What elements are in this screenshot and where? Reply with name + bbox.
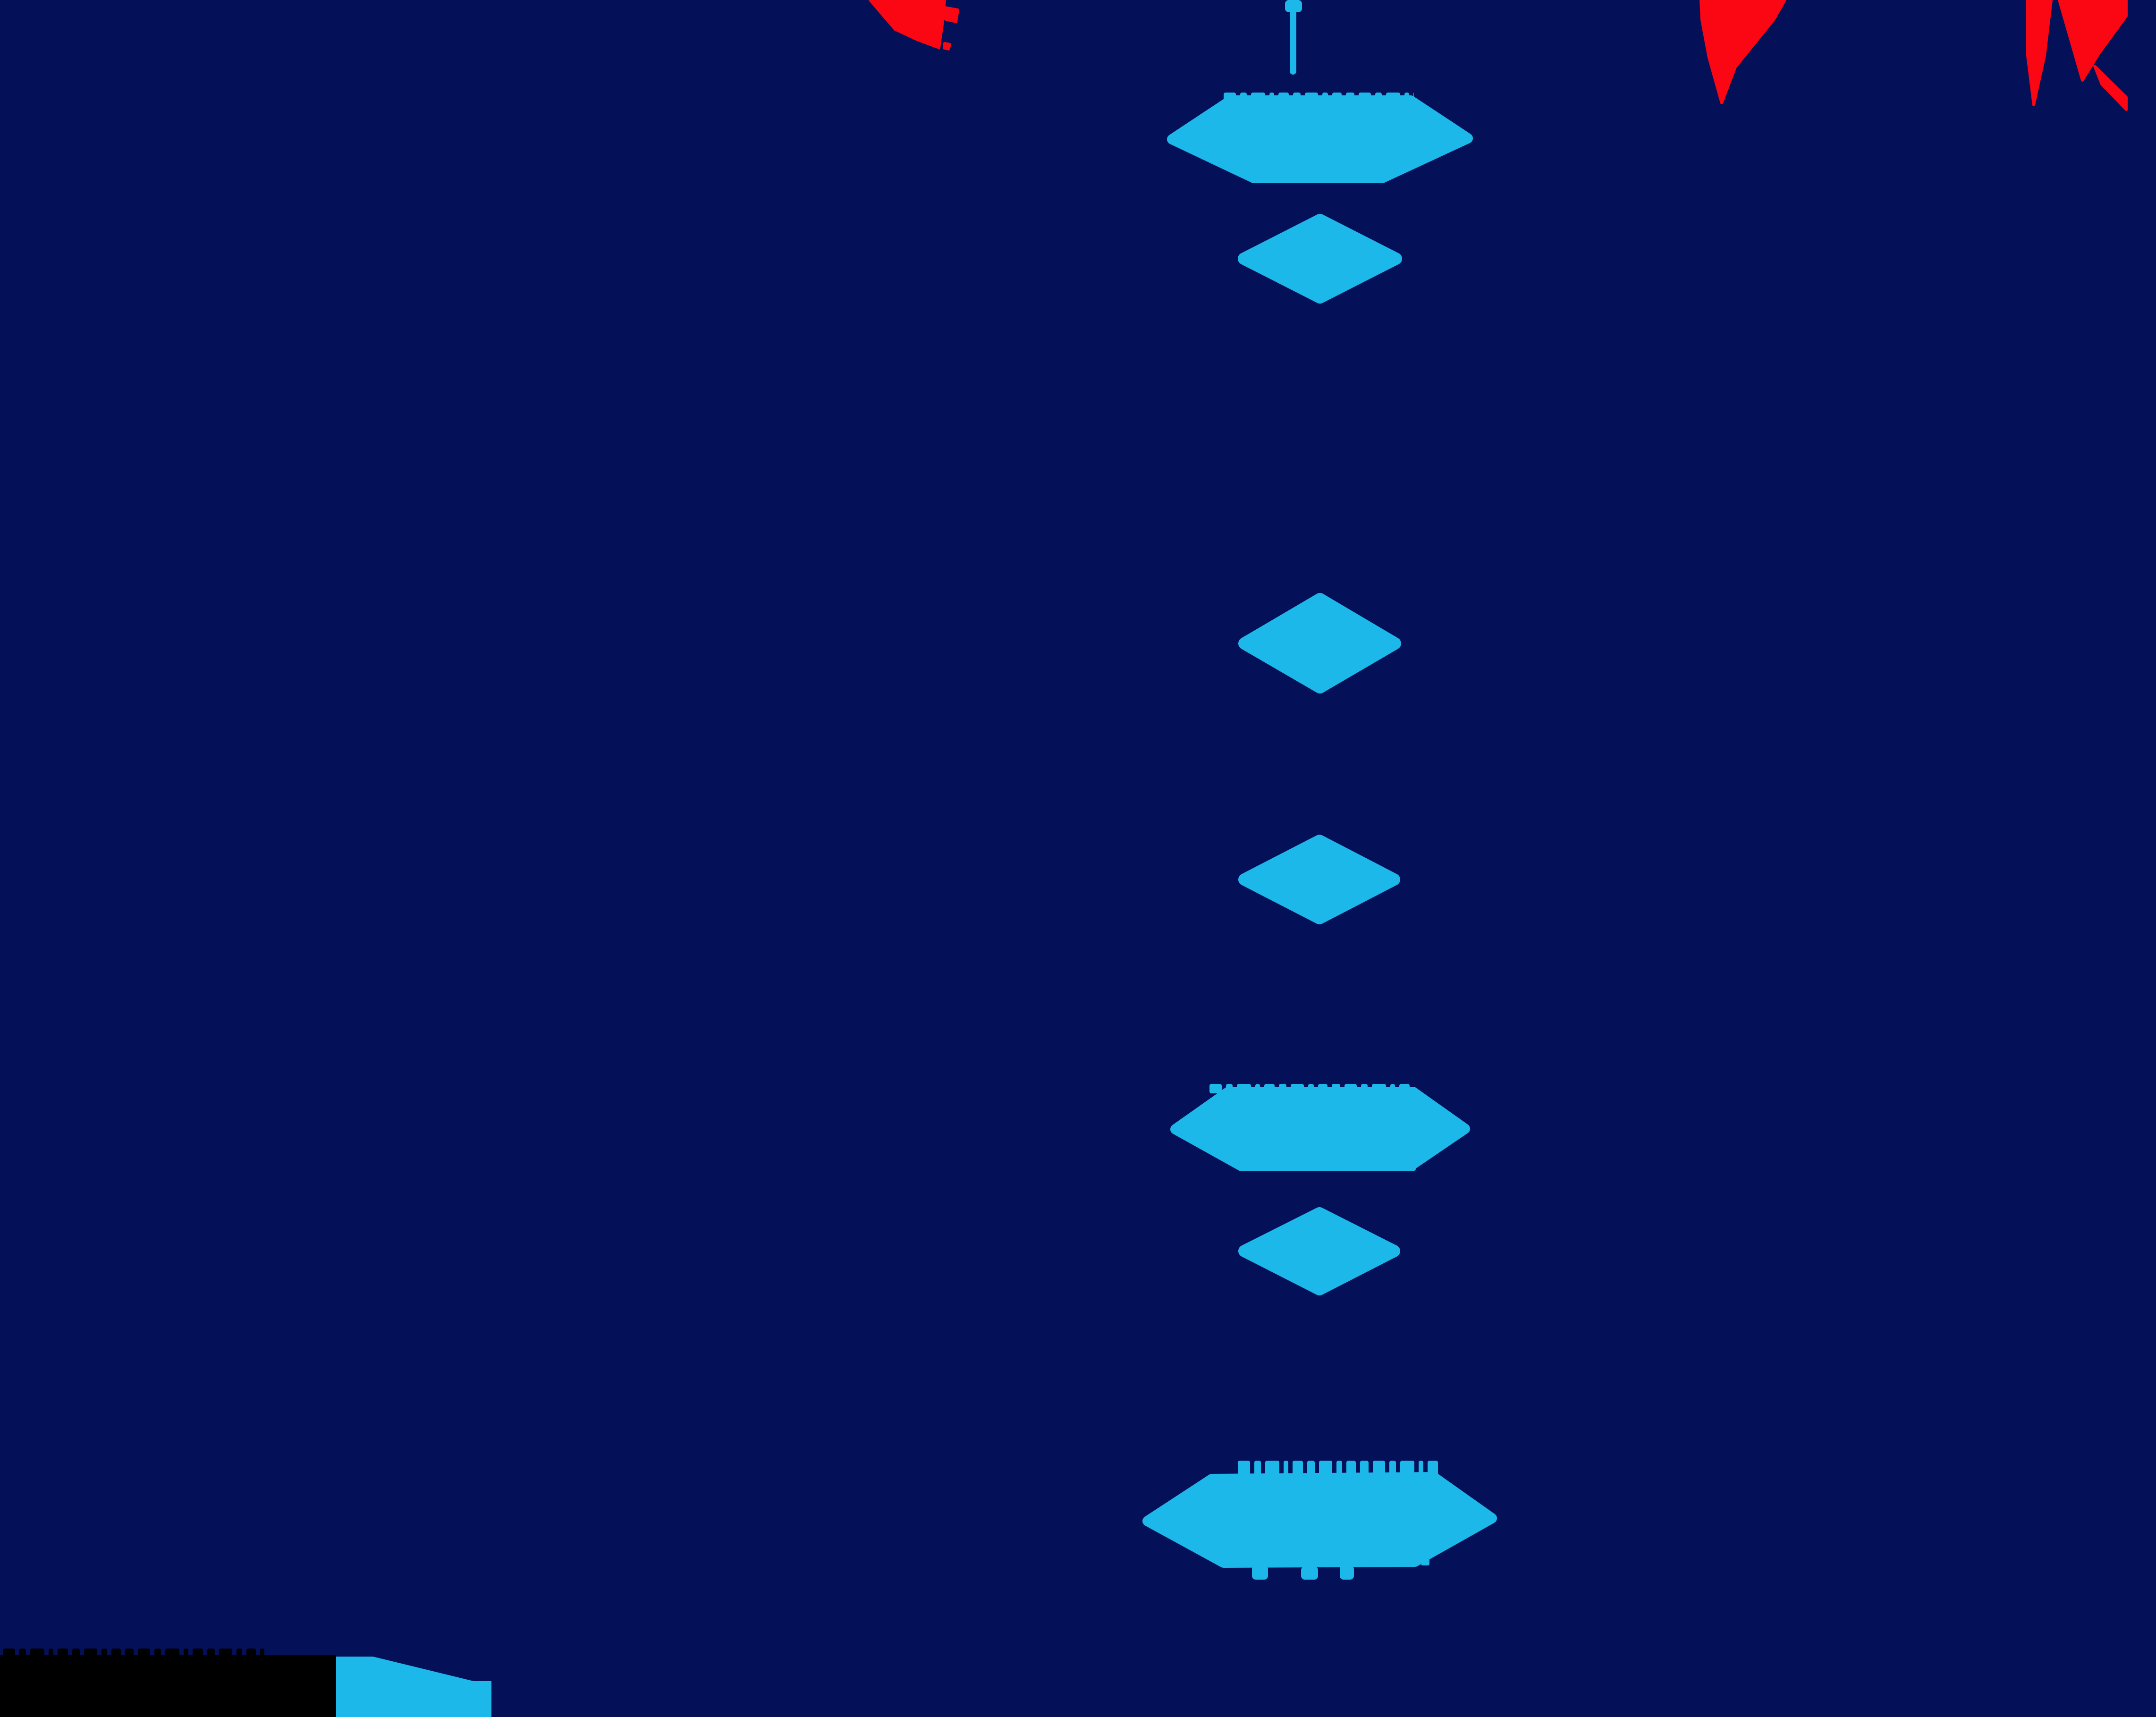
hexagon-2-top-text-bumps — [1399, 1084, 1410, 1093]
hexagon-1-bottom-text-bumps — [1321, 176, 1329, 183]
hexagon-3-top-text-bumps — [1373, 1461, 1385, 1480]
footer-arrow-shape — [336, 1657, 491, 1717]
hexagon-3-bottom-text-bumps — [1312, 1558, 1326, 1565]
hexagon-2-top-text-bumps — [1279, 1084, 1286, 1093]
hexagon-3-top-text-bumps — [1319, 1461, 1332, 1480]
hexagon-3-descender-bump-2 — [1301, 1566, 1318, 1580]
hexagon-2-top-text-bumps — [1344, 1084, 1357, 1093]
hexagon-3-descender-bump-1 — [1252, 1565, 1268, 1580]
footer-caption-text-bumps — [30, 1649, 44, 1656]
footer-caption-text-bumps — [219, 1649, 232, 1656]
hexagon-3-bottom-text-bumps — [1286, 1558, 1296, 1565]
hexagon-2-bottom-text-bumps — [1309, 1162, 1316, 1171]
footer-caption-text-bumps — [72, 1649, 80, 1656]
hexagon-1-bottom-text-bumps — [1298, 176, 1302, 183]
hexagon-1-top-text-bumps — [1240, 93, 1247, 102]
hexagon-2-bottom-text-bumps — [1267, 1162, 1281, 1171]
hexagon-2-top-text-bumps — [1372, 1084, 1386, 1093]
hexagon-2-bottom-text-bumps — [1391, 1162, 1397, 1171]
hexagon-3-top-text-bumps — [1360, 1461, 1369, 1480]
red-fragment-right-tail — [2095, 66, 2126, 110]
top-connector-stem — [1290, 4, 1296, 75]
hexagon-3-bottom-text-bumps — [1231, 1558, 1243, 1565]
hexagon-2-top-text-bumps — [1291, 1084, 1304, 1093]
hexagon-3-top-text-bumps — [1336, 1461, 1342, 1480]
hexagon-1-bottom-text-bumps — [1279, 176, 1294, 183]
hexagon-1-top-text-bumps — [1386, 93, 1400, 102]
hexagon-1-top-text-bumps — [1224, 93, 1236, 102]
decision-hexagon-1 — [1172, 101, 1468, 178]
hexagon-3-top-text-bumps — [1307, 1461, 1315, 1480]
hexagon-2-top-text-bumps — [1255, 1084, 1260, 1093]
hexagon-2-top-text-bumps — [1332, 1084, 1340, 1093]
hexagon-1-top-text-bumps — [1293, 93, 1301, 102]
hexagon-3-bottom-text-bumps — [1353, 1558, 1362, 1565]
hexagon-1-top-text-bumps — [1375, 93, 1382, 102]
hexagon-3-bottom-text-bumps — [1330, 1558, 1336, 1565]
hexagon-3-top-text-bumps — [1346, 1461, 1356, 1480]
hexagon-2-top-text-bumps — [1264, 1084, 1275, 1093]
hexagon-3-bottom-text-bumps — [1277, 1558, 1282, 1565]
hexagon-1-top-text-bumps — [1404, 93, 1409, 102]
footer-caption-text-bumps — [19, 1649, 26, 1656]
hexagon-2-top-text-bumps — [1237, 1084, 1251, 1093]
footer-caption-text-bumps — [111, 1649, 121, 1656]
red-fragment-left-bit-2 — [944, 43, 950, 49]
footer-caption-text-bumps — [165, 1649, 179, 1656]
hexagon-2-top-text-bumps — [1318, 1084, 1327, 1093]
hexagon-2-bottom-text-bumps — [1256, 1162, 1262, 1171]
footer-caption-text-bumps — [260, 1649, 264, 1656]
red-fragment-left-bit-1 — [945, 8, 958, 22]
hexagon-2-top-text-bumps — [1308, 1084, 1314, 1093]
hexagon-3-bottom-text-bumps — [1340, 1558, 1349, 1565]
footer-caption-text-bumps — [237, 1649, 242, 1656]
hexagon-1-top-text-bumps — [1251, 93, 1265, 102]
hexagon-2-top-text-bumps — [1390, 1084, 1395, 1093]
red-fragment-right-b — [2059, 0, 2126, 80]
hexagon-1-bottom-text-bumps — [1252, 176, 1264, 183]
hexagon-2-bottom-text-bumps — [1294, 1162, 1304, 1171]
footer-caption-text-bumps — [125, 1649, 134, 1656]
hexagon-2-top-text-bumps — [1361, 1084, 1368, 1093]
footer-caption-text-bumps — [246, 1649, 256, 1656]
footer-caption-bar — [0, 1655, 336, 1717]
hexagon-3-bottom-text-bumps — [1259, 1558, 1273, 1565]
red-fragment-left — [870, 0, 945, 48]
hexagon-1-top-text-bumps — [1278, 93, 1289, 102]
footer-caption-text-bumps — [184, 1649, 188, 1656]
decision-diamond-3 — [1244, 841, 1394, 918]
hexagon-1-top-text-bumps — [1332, 93, 1342, 102]
footer-caption-text-bumps — [207, 1649, 215, 1656]
hexagon-1-top-text-bumps — [1269, 93, 1274, 102]
hexagon-3-descender-bump-3 — [1340, 1565, 1354, 1580]
footer-caption-text-bumps — [84, 1649, 97, 1656]
footer-caption-text-bumps — [49, 1649, 53, 1656]
hexagon-1-top-text-bumps — [1305, 93, 1318, 102]
decision-hexagon-2 — [1175, 1092, 1465, 1166]
hexagon-3-top-text-bumps — [1284, 1461, 1288, 1480]
hexagon-1-top-text-bumps — [1359, 93, 1371, 102]
footer-caption-text-bumps — [3, 1649, 15, 1656]
hexagon-1-bottom-text-bumps — [1333, 176, 1346, 183]
decision-diamond-4 — [1244, 1213, 1394, 1289]
red-fragment-right-a — [2027, 0, 2051, 105]
hexagon-2-bottom-text-bumps — [1361, 1162, 1370, 1171]
hexagon-3-top-text-bumps — [1265, 1461, 1279, 1480]
hexagon-2-top-text-bumps — [1226, 1084, 1233, 1093]
hexagon-2-bottom-text-bumps — [1285, 1162, 1290, 1171]
footer-caption-text-bumps — [138, 1649, 150, 1656]
hexagon-1-bottom-text-bumps — [1374, 176, 1382, 183]
decision-hexagon-3 — [1148, 1477, 1492, 1563]
hexagon-3-bottom-text-bumps — [1301, 1558, 1308, 1565]
hexagon-2-bottom-text-bumps — [1338, 1162, 1344, 1171]
hexagon-3-top-text-bumps — [1254, 1461, 1261, 1480]
hexagon-1-bottom-text-bumps — [1268, 176, 1275, 183]
red-fragment-middle — [1701, 0, 1785, 103]
hexagon-3-top-text-bumps — [1293, 1461, 1303, 1480]
hexagon-3-top-text-bumps — [1238, 1461, 1250, 1480]
hexagon-3-top-text-bumps — [1428, 1461, 1438, 1480]
hexagon-3-bottom-text-bumps — [1248, 1558, 1254, 1565]
decision-diamond-2 — [1244, 599, 1395, 687]
hexagon-3-top-text-bumps — [1419, 1461, 1423, 1480]
footer-caption-text-bumps — [58, 1649, 68, 1656]
hexagon-3-bottom-text-bumps — [1421, 1558, 1429, 1565]
hexagon-2-top-text-bumps — [1209, 1084, 1222, 1093]
footer-caption-text-bumps — [193, 1649, 203, 1656]
hexagon-2-bottom-text-bumps — [1320, 1162, 1334, 1171]
hexagon-1-top-text-bumps — [1413, 93, 1414, 102]
hexagon-2-bottom-text-bumps — [1402, 1162, 1416, 1171]
hexagon-1-top-text-bumps — [1346, 93, 1354, 102]
hexagon-2-bottom-text-bumps — [1239, 1162, 1251, 1171]
footer-caption-text-bumps — [154, 1649, 161, 1656]
hexagon-1-bottom-text-bumps — [1351, 176, 1356, 183]
hexagon-3-top-text-bumps — [1400, 1461, 1414, 1480]
hexagon-2-bottom-text-bumps — [1374, 1162, 1387, 1171]
hexagon-3-top-text-bumps — [1389, 1461, 1396, 1480]
decision-diamond-1 — [1244, 220, 1396, 297]
hexagon-3-bottom-text-bumps — [1383, 1558, 1389, 1565]
hexagon-3-bottom-text-bumps — [1412, 1558, 1417, 1565]
hexagon-2-bottom-text-bumps — [1348, 1162, 1357, 1171]
footer-caption-text-bumps — [101, 1649, 107, 1656]
hexagon-1-bottom-text-bumps — [1307, 176, 1317, 183]
hexagon-3-bottom-text-bumps — [1394, 1558, 1408, 1565]
hexagon-1-bottom-text-bumps — [1361, 176, 1370, 183]
hexagon-1-top-text-bumps — [1322, 93, 1328, 102]
hexagon-3-bottom-text-bumps — [1366, 1558, 1378, 1565]
